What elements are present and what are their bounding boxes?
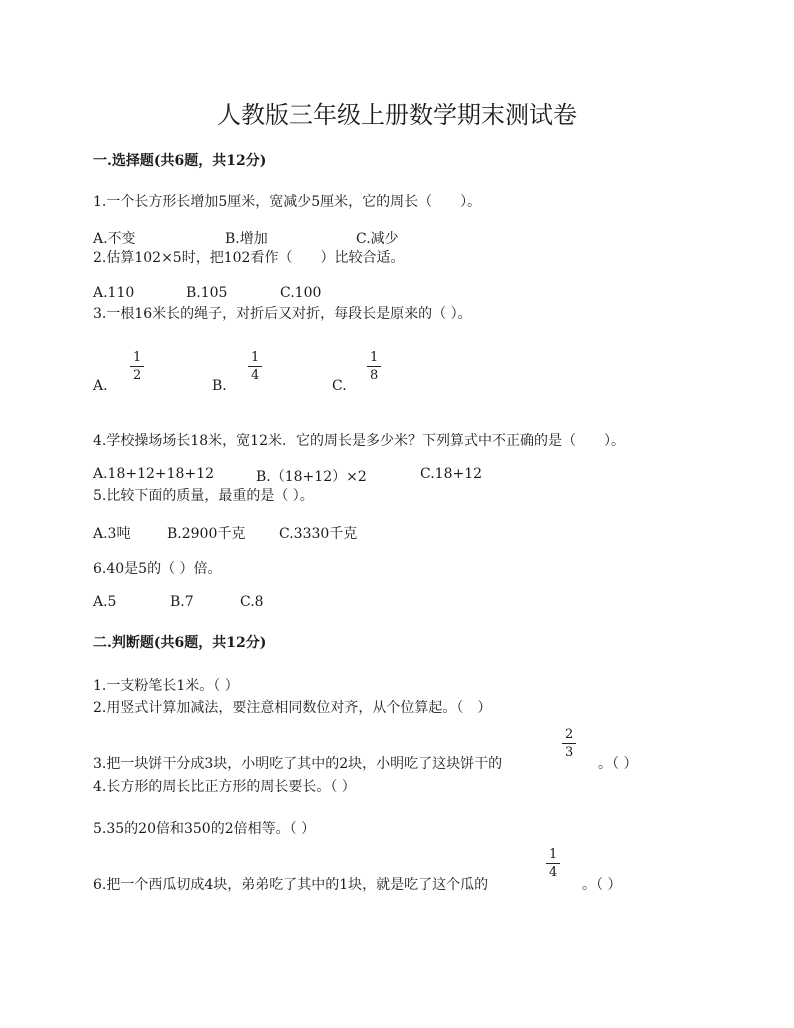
question-2-3-tail: 。（ ） xyxy=(598,756,638,772)
fraction-bar xyxy=(367,366,381,367)
fraction-denominator: 4 xyxy=(549,865,558,880)
option-a: A.不变 xyxy=(93,231,136,247)
option-b: B.7 xyxy=(170,594,194,610)
fraction-one-half xyxy=(130,350,144,383)
fraction-denominator: 3 xyxy=(565,745,574,760)
question-1-6: 6.40是5的（ ）倍。 xyxy=(93,561,222,577)
fraction-numerator: 1 xyxy=(133,350,142,365)
fraction-one-quarter xyxy=(546,847,560,880)
option-a: A. xyxy=(93,378,108,394)
fraction-one-eighth xyxy=(367,350,381,383)
fraction-denominator: 4 xyxy=(251,368,260,383)
option-b: B.105 xyxy=(186,285,228,301)
option-a: A.3吨 xyxy=(93,526,131,542)
question-1-5: 5.比较下面的质量，最重的是（ ）。 xyxy=(93,488,314,504)
question-1-4: 4.学校操场场长18米，宽12米．它的周长是多少米？下列算式中不正确的是（ ）。 xyxy=(93,433,625,449)
question-2-3: 3.把一块饼干分成3块，小明吃了其中的2块，小明吃了这块饼干的 xyxy=(93,756,503,772)
option-a: A.5 xyxy=(93,594,117,610)
page-title: 人教版三年级上册数学期末测试卷 xyxy=(217,101,577,129)
question-1-3: 3.一根16米长的绳子，对折后又对折，每段长是原来的（ ）。 xyxy=(93,306,472,322)
option-c: C. xyxy=(332,378,347,394)
question-2-1: 1.一支粉笔长1米。（ ） xyxy=(93,678,239,694)
option-c: C.8 xyxy=(240,594,264,610)
option-c: C.100 xyxy=(280,285,322,301)
option-b: B.（18+12）×2 xyxy=(256,469,367,485)
question-1-2: 2.估算102×5时，把102看作（ ）比较合适。 xyxy=(93,250,405,266)
fraction-numerator: 1 xyxy=(549,847,558,862)
question-2-6-tail: 。（ ） xyxy=(582,877,622,893)
option-a: A.110 xyxy=(93,285,135,301)
option-a: A.18+12+18+12 xyxy=(93,466,215,482)
fraction-bar xyxy=(130,366,144,367)
fraction-one-quarter xyxy=(248,350,262,383)
fraction-two-thirds xyxy=(562,727,576,760)
option-b: B.2900千克 xyxy=(167,526,246,542)
option-b: B.增加 xyxy=(225,231,268,247)
option-c: C.18+12 xyxy=(420,466,483,482)
option-b: B. xyxy=(212,378,227,394)
fraction-numerator: 1 xyxy=(370,350,379,365)
fraction-bar xyxy=(248,366,262,367)
option-c: C.减少 xyxy=(356,231,399,247)
question-2-5: 5.35的20倍和350的2倍相等。（ ） xyxy=(93,821,316,837)
question-2-2: 2.用竖式计算加减法，要注意相同数位对齐，从个位算起。（ ） xyxy=(93,700,492,716)
fraction-denominator: 8 xyxy=(370,368,379,383)
question-1-1: 1.一个长方形长增加5厘米，宽减少5厘米，它的周长（ ）。 xyxy=(93,194,482,210)
question-2-4: 4.长方形的周长比正方形的周长要长。（ ） xyxy=(93,779,356,795)
option-c: C.3330千克 xyxy=(279,526,358,542)
fraction-bar xyxy=(546,863,560,864)
section-heading-choice: 一.选择题(共6题，共12分) xyxy=(93,153,267,169)
fraction-numerator: 2 xyxy=(565,727,574,742)
fraction-numerator: 1 xyxy=(251,350,260,365)
question-2-6: 6.把一个西瓜切成4块，弟弟吃了其中的1块，就是吃了这个瓜的 xyxy=(93,877,489,893)
section-heading-judgement: 二.判断题(共6题，共12分) xyxy=(93,635,267,651)
fraction-bar xyxy=(562,743,576,744)
fraction-denominator: 2 xyxy=(133,368,142,383)
